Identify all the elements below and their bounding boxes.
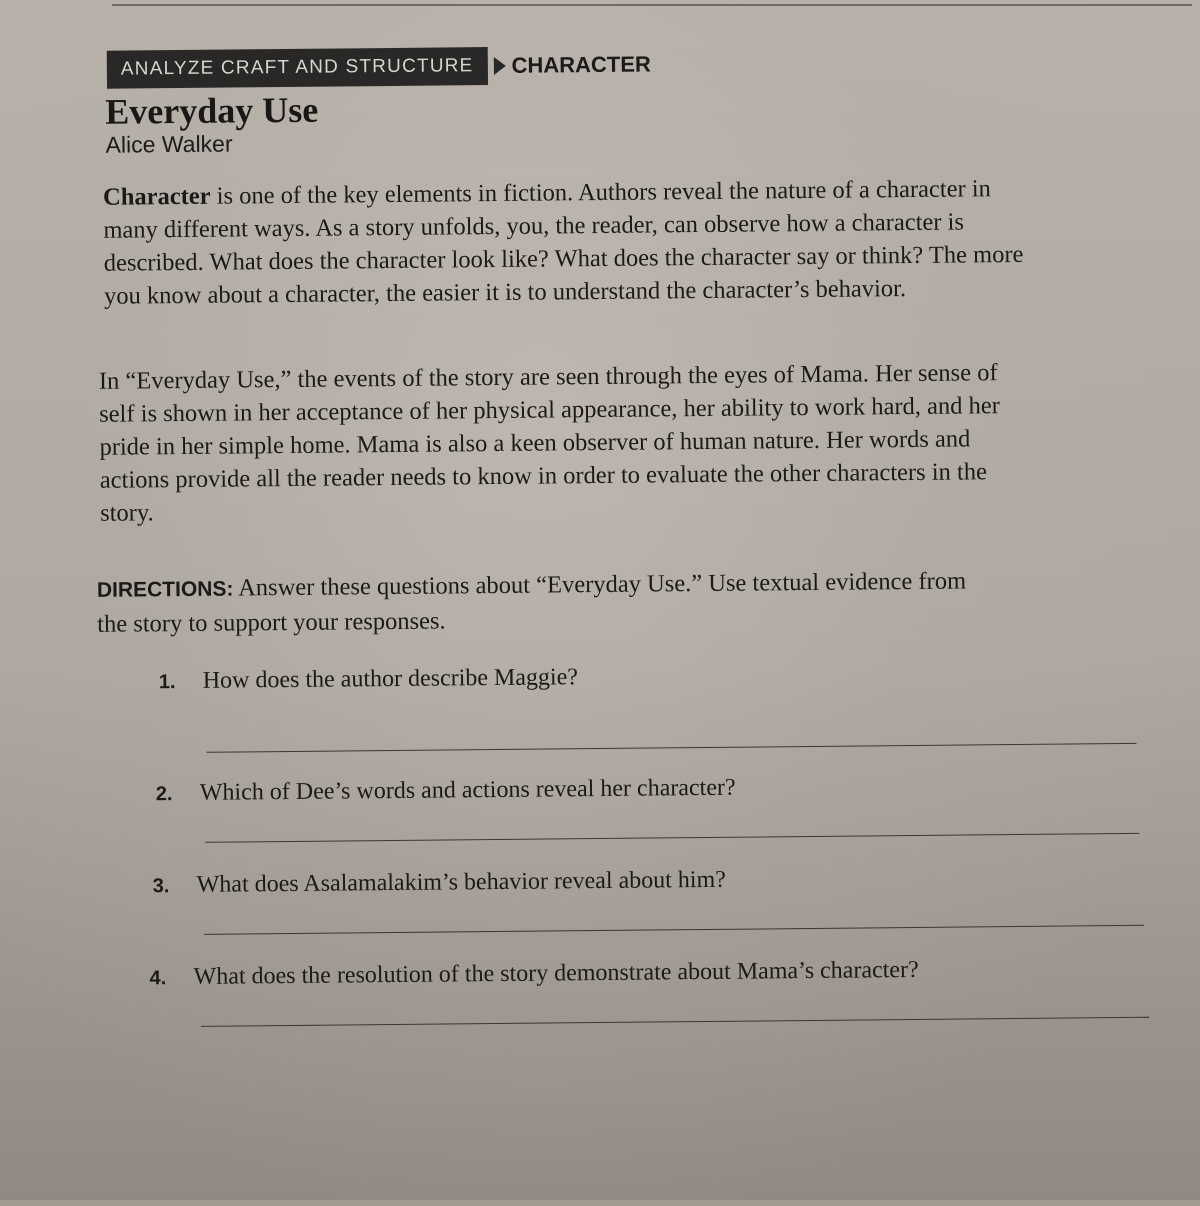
arrow-right-icon xyxy=(493,57,505,75)
answer-line-1[interactable] xyxy=(206,743,1136,753)
intro-paragraph-1-text: is one of the key elements in fiction. Authors reveal the nature of a character in many different ways. As a story unfolds, you, the reader, can observe how a character is described. What does the character look like? What does the character say or think? The more you know about a character, the easier it is to understand the character’s behavior. xyxy=(103,175,1024,310)
intro-term: Character xyxy=(102,182,211,211)
question-number: 1. xyxy=(158,671,176,694)
intro-paragraph-2: In “Everyday Use,” the events of the story are seen through the eyes of Mama. Her sense of self is shown in her acceptance of her physical appearance, her ability to work hard, and her pride in her simple home. Mama is also a keen observer of human nature. Her words and actions provide all the reader needs to know in order to evaluate the other characters in the story. xyxy=(98,359,1000,527)
question-4 xyxy=(149,957,918,991)
story-title: Everyday Use xyxy=(105,89,319,132)
question-number: 4. xyxy=(149,967,167,990)
subsection-label: CHARACTER xyxy=(511,51,651,78)
question-text: Which of Dee’s words and actions reveal her character? xyxy=(199,774,736,806)
question-text: How does the author describe Maggie? xyxy=(202,664,579,694)
story-author: Alice Walker xyxy=(105,130,233,158)
answer-line-4[interactable] xyxy=(201,1017,1149,1027)
section-label: ANALYZE CRAFT AND STRUCTURE xyxy=(107,47,488,89)
question-2 xyxy=(156,775,736,808)
answer-line-2[interactable] xyxy=(205,833,1139,843)
question-3 xyxy=(153,867,726,900)
question-number: 3. xyxy=(152,875,170,898)
directions-label: DIRECTIONS: xyxy=(96,577,234,602)
intro-paragraph-1 xyxy=(103,172,1024,313)
question-1 xyxy=(159,664,578,695)
answer-line-3[interactable] xyxy=(204,925,1144,935)
directions-text: Answer these questions about “Everyday Use.” Use textual evidence from the story to support your responses. xyxy=(97,567,967,638)
directions xyxy=(97,564,998,642)
question-text: What does Asalamalakim’s behavior reveal about him? xyxy=(196,866,726,898)
section-header xyxy=(107,45,651,88)
question-text: What does the resolution of the story demonstrate about Mama’s character? xyxy=(193,956,919,990)
question-number: 2. xyxy=(155,783,173,806)
